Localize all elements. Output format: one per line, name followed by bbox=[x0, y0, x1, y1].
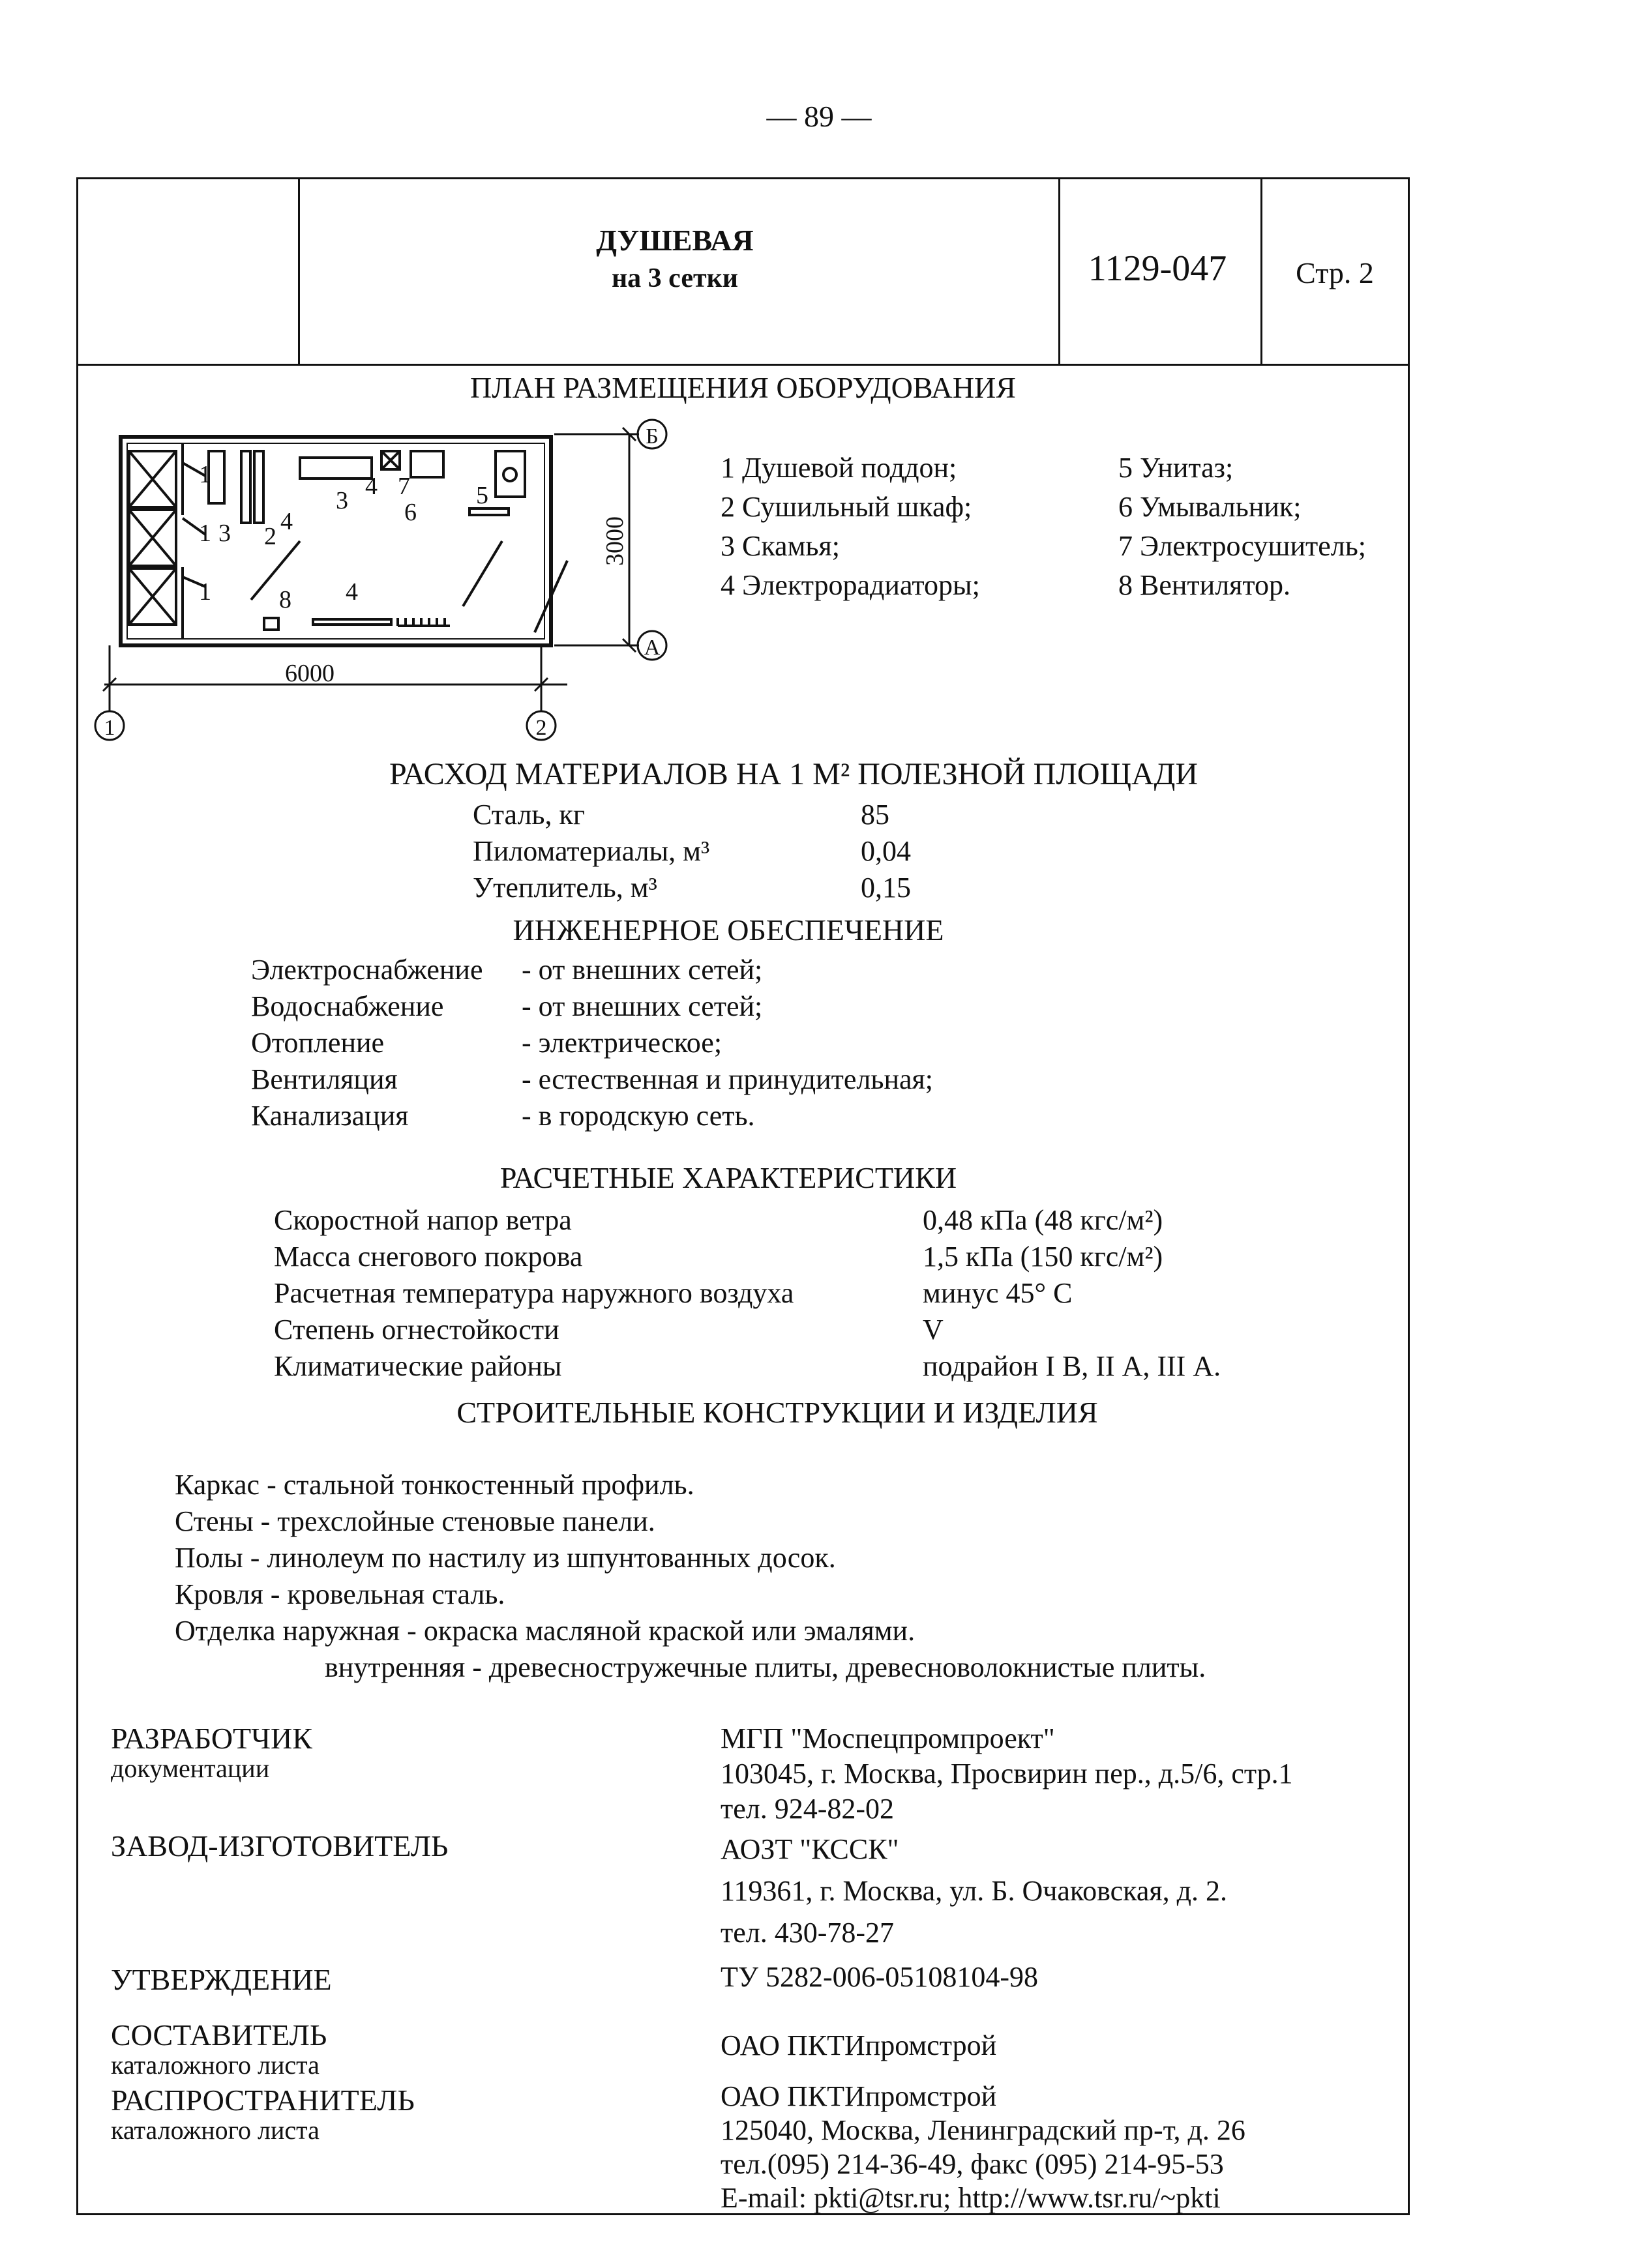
plan-heading: ПЛАН РАЗМЕЩЕНИЯ ОБОРУДОВАНИЯ bbox=[470, 371, 1016, 404]
legend-item: 5 Унитаз; bbox=[1118, 452, 1234, 484]
legend-item: 3 Скамья; bbox=[721, 530, 840, 562]
legend-item: 6 Умывальник; bbox=[1118, 491, 1302, 523]
approval-label: УТВЕРЖДЕНИЕ bbox=[111, 1963, 332, 1996]
legend-item: 8 Вентилятор. bbox=[1118, 569, 1291, 601]
axis-label-1: 1 bbox=[104, 716, 115, 740]
plan-callout-4b: 4 bbox=[365, 473, 378, 500]
factory-details bbox=[721, 1829, 1227, 1954]
plan-dim-width: 6000 bbox=[285, 660, 335, 687]
design-name: Степень огнестойкости bbox=[274, 1314, 559, 1346]
page-number: — 89 — bbox=[766, 100, 872, 133]
construction-line: Стены - трехслойные стеновые панели. bbox=[175, 1505, 655, 1537]
legend-item: 4 Электрорадиаторы; bbox=[721, 569, 980, 601]
developer-details bbox=[721, 1721, 1293, 1827]
engineering-value: - естественная и принудительная; bbox=[522, 1063, 933, 1095]
materials-names bbox=[473, 797, 709, 906]
axis-label-2: 2 bbox=[535, 716, 547, 740]
construction-list bbox=[175, 1467, 1206, 1686]
construction-line: Кровля - кровельная сталь. bbox=[175, 1578, 505, 1610]
plan-callout-2: 2 bbox=[264, 523, 276, 550]
plan-callout-3b: 3 bbox=[336, 487, 348, 514]
plan-callout-8: 8 bbox=[279, 586, 291, 613]
plan-callout-4a: 4 bbox=[280, 508, 293, 535]
design-name: Климатические районы bbox=[274, 1350, 562, 1382]
materials-values bbox=[861, 797, 911, 906]
sheet-page: Стр. 2 bbox=[1296, 256, 1374, 289]
engineering-values bbox=[522, 952, 933, 1134]
design-name: Скоростной напор ветра bbox=[274, 1204, 572, 1236]
engineering-name: Водоснабжение bbox=[251, 990, 444, 1022]
plan-callout-7: 7 bbox=[398, 473, 410, 500]
plan-callout-4c: 4 bbox=[346, 578, 358, 606]
developer-line: МГП "Моспецпромпроект" bbox=[721, 1722, 1055, 1754]
distributor-label: РАСПРОСТРАНИТЕЛЬ bbox=[111, 2084, 415, 2117]
construction-line: Каркас - стальной тонкостенный профиль. bbox=[175, 1469, 694, 1501]
design-value: подрайон I В, II А, III А. bbox=[923, 1350, 1221, 1382]
engineering-name: Вентиляция bbox=[251, 1063, 398, 1095]
plan-callout-1a: 1 bbox=[199, 461, 211, 488]
floor-plan-drawing bbox=[85, 411, 704, 750]
engineering-name: Отопление bbox=[251, 1027, 385, 1059]
plan-callout-1c: 1 bbox=[199, 578, 211, 606]
distributor-sub: каталожного листа bbox=[111, 2115, 320, 2145]
developer-line: тел. 924-82-02 bbox=[721, 1793, 895, 1825]
design-value: V bbox=[923, 1314, 944, 1346]
design-values bbox=[923, 1202, 1221, 1385]
materials-heading: РАСХОД МАТЕРИАЛОВ НА 1 М² ПОЛЕЗНОЙ ПЛОЩАДИ bbox=[389, 757, 1199, 791]
construction-heading: СТРОИТЕЛЬНЫЕ КОНСТРУКЦИИ И ИЗДЕЛИЯ bbox=[456, 1396, 1098, 1429]
approval-value: ТУ 5282-006-05108104-98 bbox=[721, 1961, 1038, 1993]
material-name: Сталь, кг bbox=[473, 799, 585, 831]
developer-label: РАЗРАБОТЧИК bbox=[111, 1722, 312, 1755]
construction-line: Отделка наружная - окраска масляной краской или эмалями. bbox=[175, 1615, 916, 1647]
design-value: 1,5 кПа (150 кгс/м²) bbox=[923, 1241, 1163, 1273]
legend-right bbox=[1118, 449, 1366, 605]
engineering-value: - от внешних сетей; bbox=[522, 990, 763, 1022]
material-value: 85 bbox=[861, 799, 889, 831]
document-subtitle: на 3 сетки bbox=[611, 263, 739, 293]
engineering-names bbox=[251, 952, 483, 1134]
legend-item: 1 Душевой поддон; bbox=[721, 452, 957, 484]
plan-callout-1b: 1 bbox=[199, 520, 211, 547]
compiler-sub: каталожного листа bbox=[111, 2050, 320, 2080]
plan-dim-height: 3000 bbox=[601, 516, 629, 566]
design-names bbox=[274, 1202, 794, 1385]
distributor-line: E-mail: pkti@tsr.ru; http://www.tsr.ru/~pkti bbox=[721, 2182, 1221, 2214]
compiler-value: ОАО ПКТИпромстрой bbox=[721, 2029, 997, 2061]
developer-sub: документации bbox=[111, 1754, 270, 1783]
engineering-value: - электрическое; bbox=[522, 1027, 722, 1059]
plan-callout-5: 5 bbox=[476, 482, 488, 509]
material-value: 0,04 bbox=[861, 835, 911, 867]
construction-line: внутренняя - древесностружечные плиты, древесноволокнистые плиты. bbox=[325, 1651, 1206, 1683]
engineering-name: Электроснабжение bbox=[251, 954, 483, 986]
legend-item: 2 Сушильный шкаф; bbox=[721, 491, 972, 523]
material-name: Утеплитель, м³ bbox=[473, 872, 657, 904]
engineering-heading: ИНЖЕНЕРНОЕ ОБЕСПЕЧЕНИЕ bbox=[513, 913, 944, 947]
factory-label: ЗАВОД-ИЗГОТОВИТЕЛЬ bbox=[111, 1829, 449, 1863]
design-name: Масса снегового покрова bbox=[274, 1241, 583, 1273]
factory-line: 119361, г. Москва, ул. Б. Очаковская, д. 2. bbox=[721, 1875, 1227, 1907]
developer-line: 103045, г. Москва, Просвирин пер., д.5/6, стр.1 bbox=[721, 1758, 1293, 1789]
distributor-line: тел.(095) 214-36-49, факс (095) 214-95-53 bbox=[721, 2148, 1224, 2180]
distributor-details bbox=[721, 2080, 1245, 2215]
design-name: Расчетная температура наружного воздуха bbox=[274, 1277, 794, 1309]
factory-line: АОЗТ "КССК" bbox=[721, 1833, 899, 1865]
plan-callout-6: 6 bbox=[404, 499, 417, 526]
engineering-value: - от внешних сетей; bbox=[522, 954, 763, 986]
plan-callout-3a: 3 bbox=[218, 520, 231, 547]
axis-label-b: Б bbox=[646, 424, 659, 449]
compiler-label: СОСТАВИТЕЛЬ bbox=[111, 2018, 327, 2052]
header-bottom-rule bbox=[78, 364, 1408, 366]
distributor-line: 125040, Москва, Ленинградский пр-т, д. 26 bbox=[721, 2114, 1245, 2146]
distributor-line: ОАО ПКТИпромстрой bbox=[721, 2080, 997, 2112]
engineering-value: - в городскую сеть. bbox=[522, 1100, 755, 1132]
construction-line: Полы - линолеум по настилу из шпунтованных досок. bbox=[175, 1542, 836, 1574]
axis-label-a: А bbox=[644, 636, 661, 660]
material-name: Пиломатериалы, м³ bbox=[473, 835, 710, 867]
factory-line: тел. 430-78-27 bbox=[721, 1917, 895, 1949]
engineering-name: Канализация bbox=[251, 1100, 409, 1132]
legend-left bbox=[721, 449, 980, 605]
design-value: 0,48 кПа (48 кгс/м²) bbox=[923, 1204, 1163, 1236]
design-heading: РАСЧЕТНЫЕ ХАРАКТЕРИСТИКИ bbox=[499, 1161, 957, 1194]
material-value: 0,15 bbox=[861, 872, 911, 904]
document-title: ДУШЕВАЯ bbox=[596, 224, 754, 257]
legend-item: 7 Электросушитель; bbox=[1118, 530, 1366, 562]
project-code: 1129-047 bbox=[1088, 248, 1227, 289]
design-value: минус 45° С bbox=[923, 1277, 1073, 1309]
